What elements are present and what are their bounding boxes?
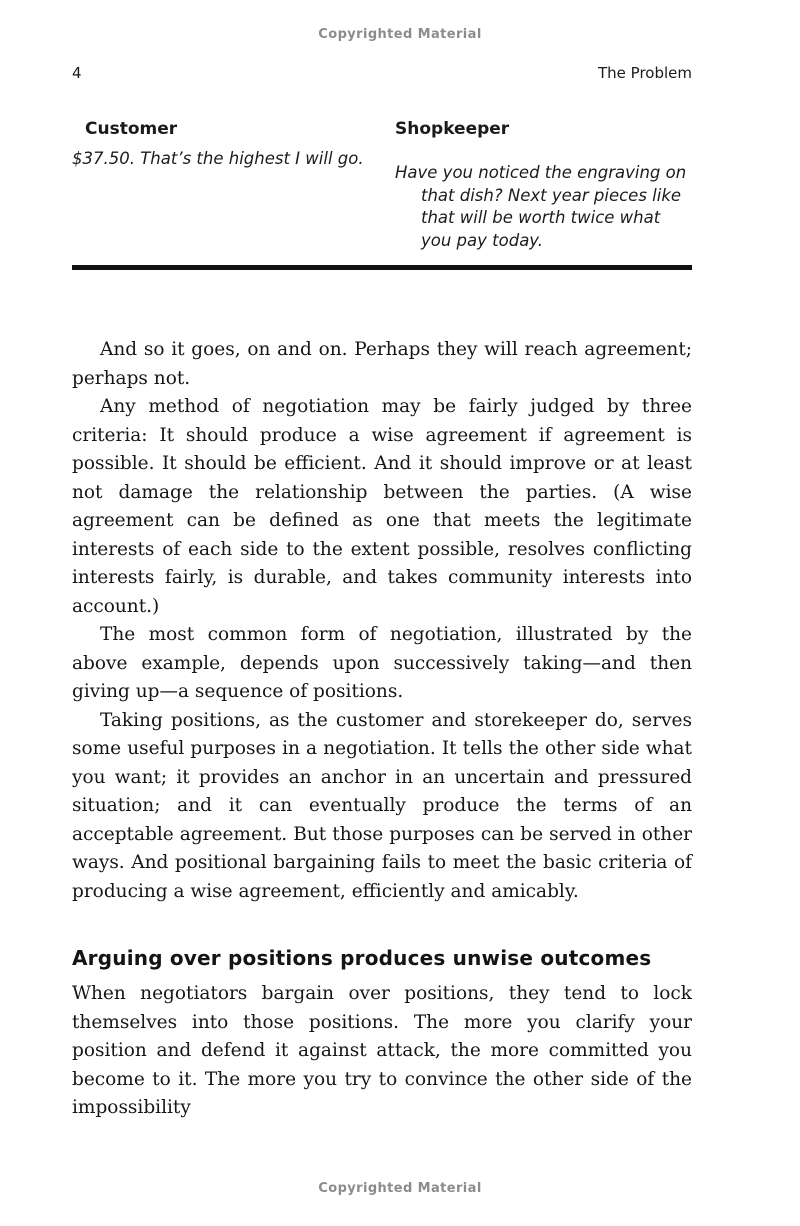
dialog-header-customer: Customer (85, 119, 178, 139)
body-text (72, 336, 692, 906)
copyright-notice-bottom: Copyrighted Material (318, 1181, 482, 1196)
body-paragraph: The most common form of negotiation, illustrated by the above example, depends upon successively taking—and then giving up—a sequence of positions. (72, 624, 692, 702)
page-content (72, 64, 692, 1123)
running-head-title: The Problem (598, 64, 692, 82)
dialog-customer-line: $37.50. That’s the highest I will go. (72, 149, 364, 168)
dialog-header-shopkeeper: Shopkeeper (395, 119, 510, 139)
dialog-shopkeeper-line: Have you noticed the engraving on that dish? Next year pieces like that will be worth twice what you pay today. (395, 163, 687, 250)
body-paragraph: When negotiators bargain over positions, they tend to lock themselves into those positions. The more you clarify your position and defend it against attack, the more committed you become to it. The more you try to convince the other side of the impossibility (72, 983, 692, 1118)
dialog-table (72, 119, 692, 252)
page-number: 4 (72, 64, 82, 82)
body-paragraph: And so it goes, on and on. Perhaps they will reach agreement; perhaps not. (72, 339, 692, 389)
dialog-column-shopkeeper (395, 119, 692, 252)
running-header (72, 64, 692, 82)
section-body-text (72, 980, 692, 1123)
body-paragraph: Taking positions, as the customer and storekeeper do, serves some useful purposes in a negotiation. It tells the other side what you want; it provides an anchor in an uncertain and pressured situation; and it can eventually produce the terms of an acceptable agreement. But those purposes can be served in other ways. And positional bargaining fails to meet the basic criteria of producing a wise agreement, efficiently and amicably. (72, 709, 692, 902)
dialog-column-customer (72, 119, 395, 252)
body-paragraph: Any method of negotiation may be fairly judged by three criteria: It should produce a wise agreement if agreement is possible. It should be efficient. And it should improve or at least not damage the relationship between the parties. (A wise agreement can be defined as one that meets the legitimate interests of each side to the extent possible, resolves conflicting interests fairly, is durable, and takes community interests into account.) (72, 396, 692, 617)
section-divider-rule (72, 265, 692, 270)
section-heading: Arguing over positions produces unwise outcomes (72, 946, 652, 970)
copyright-notice-top: Copyrighted Material (318, 27, 482, 42)
